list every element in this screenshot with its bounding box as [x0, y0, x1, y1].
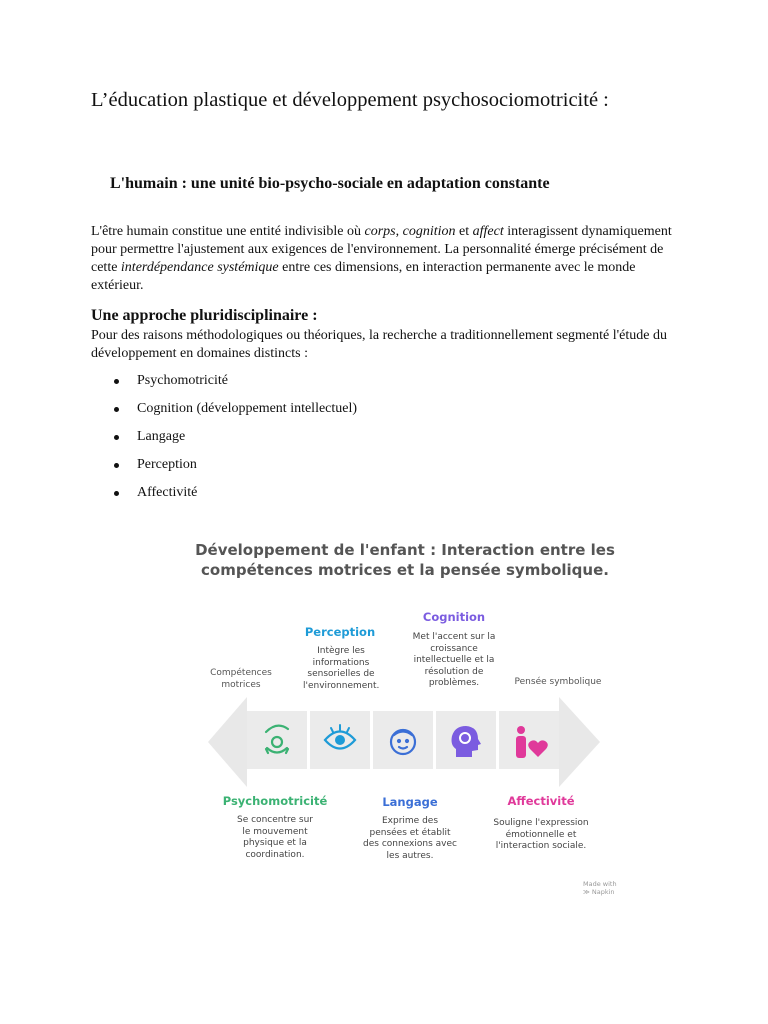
psychomotricite-description: Se concentre sur le mouvement physique et la coordination.	[237, 815, 313, 860]
affectivite-description: Souligne l'expression émotionnelle et l'interaction sociale.	[493, 818, 589, 851]
section-heading: Une approche pluridisciplinaire :	[91, 307, 318, 324]
infographic	[190, 535, 620, 895]
list-item: Psychomotricité	[110, 372, 357, 400]
infographic-title: Développement de l'enfant : Interaction entre les compétences motrices et la pensée symbolique.	[195, 541, 615, 579]
domain-list	[110, 372, 357, 512]
right-end-label: Pensée symbolique	[514, 677, 602, 687]
emphasis-interdependance: interdépendance systémique	[120, 260, 279, 275]
emphasis-affect: affect	[472, 224, 504, 239]
right-arrow-head	[559, 697, 600, 787]
perception-description: Intègre les informations sensorielles de l'environnement.	[303, 646, 380, 691]
emphasis-cognition: cognition	[402, 224, 456, 239]
perception-label: Perception	[304, 625, 376, 639]
list-item: Affectivité	[110, 484, 357, 512]
document-subtitle: L'humain : une unité bio-psycho-sociale en adaptation constante	[110, 175, 550, 192]
langage-label: Langage	[382, 795, 438, 809]
cognition-label: Cognition	[422, 610, 486, 624]
list-item: Langage	[110, 428, 357, 456]
langage-description: Exprime des pensées et établit des connexions avec les autres.	[363, 816, 457, 861]
left-end-label: Compétences motrices	[210, 668, 272, 690]
band-segment	[247, 711, 307, 769]
cognition-description: Met l'accent sur la croissance intellectuelle et la résolution de problèmes.	[412, 632, 496, 688]
band-segment	[499, 711, 559, 769]
list-item: Cognition (développement intellectuel)	[110, 400, 357, 428]
intro-paragraph: L'être humain constitue une entité indivisible où corps, cognition et affect interagissent dynamiquement pour permettre l'ajustement aux exigences de l'environnement. La personnalité émerge précisément de cette interdépendance systémique entre ces dimensions, en interaction permanente avec le monde extérieur.	[91, 224, 672, 293]
document-title: L’éducation plastique et développement psychosociomotricité :	[91, 89, 609, 111]
band-segment	[373, 711, 433, 769]
left-arrow-head	[208, 697, 247, 787]
emphasis-corps: corps	[364, 224, 396, 239]
affectivite-label: Affectivité	[507, 794, 575, 808]
list-item: Perception	[110, 456, 357, 484]
section-body: Pour des raisons méthodologiques ou théoriques, la recherche a traditionnellement segmenté l'étude du développement en domaines distincts :	[91, 328, 667, 361]
napkin-credit: Made with ≫ Napkin	[583, 880, 617, 896]
psychomotricite-label: Psychomotricité	[222, 794, 328, 808]
